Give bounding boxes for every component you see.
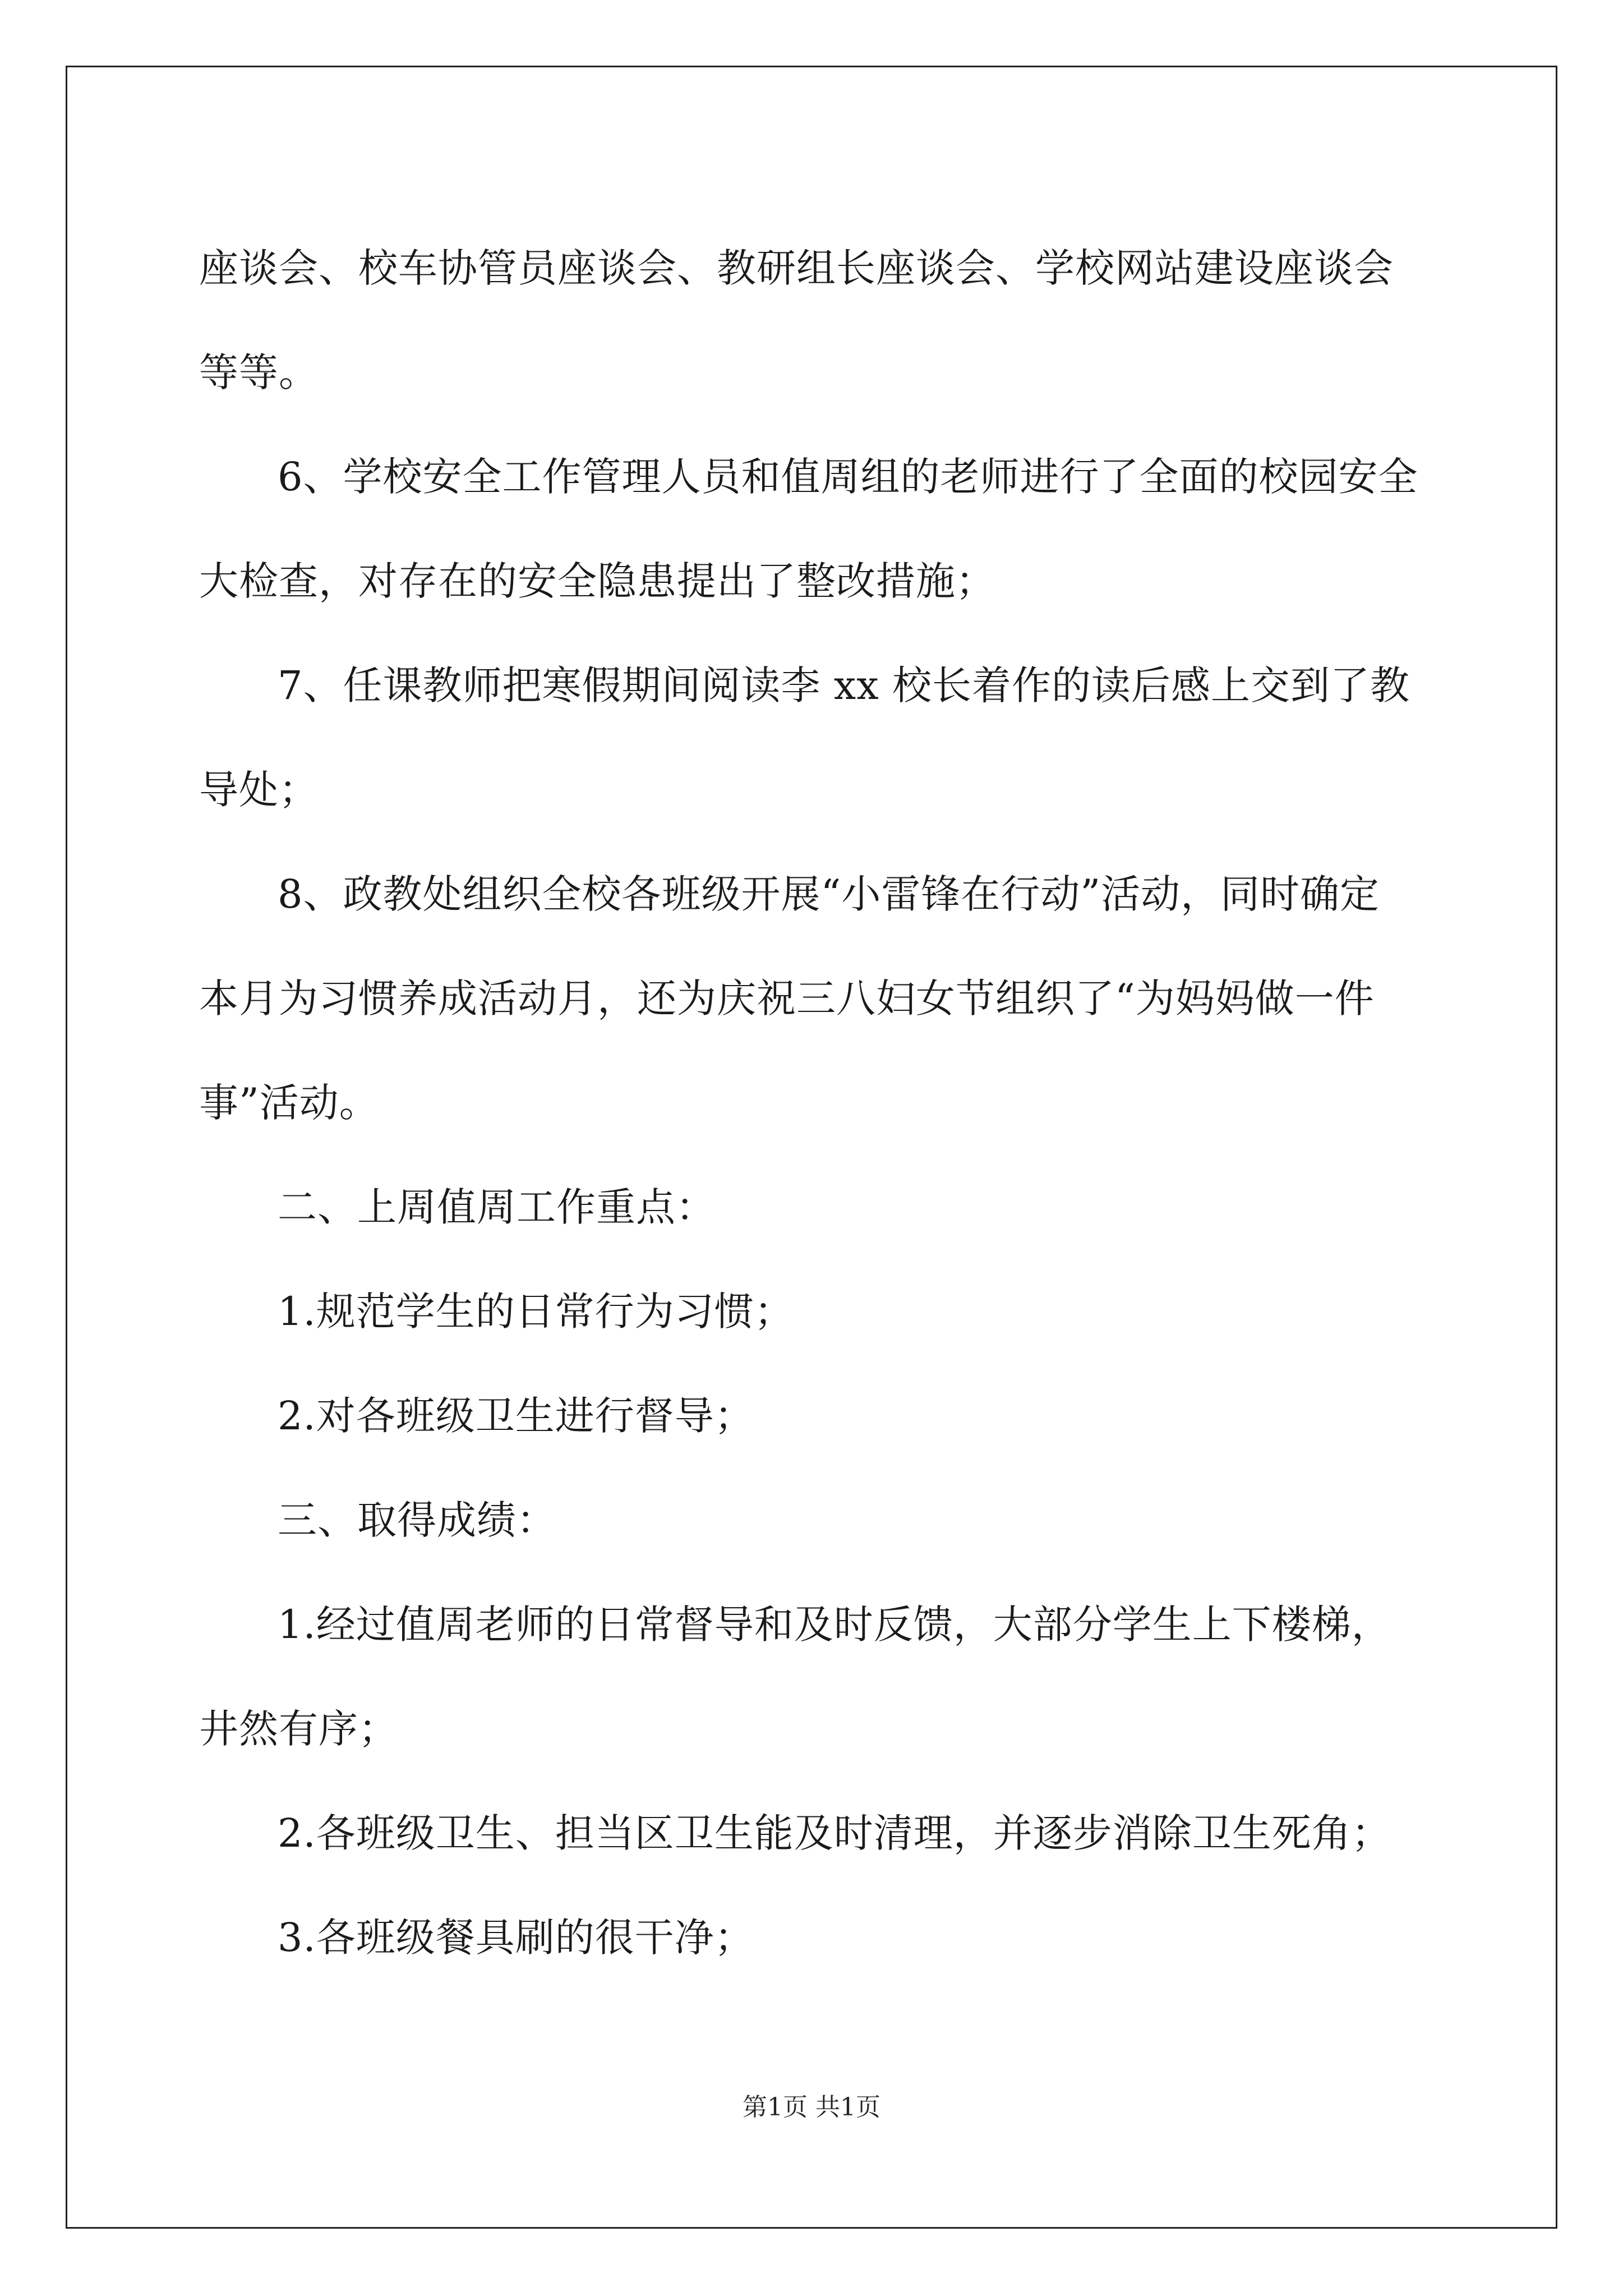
paragraph	[199, 633, 1424, 842]
page-footer: 第1页 共1页	[743, 2093, 880, 2122]
section-heading	[199, 1468, 1424, 1572]
paragraph	[199, 842, 1424, 1155]
text-line: 事”活动。	[199, 1080, 379, 1126]
text-line: 6、学校安全工作管理人员和值周组的老师进行了全面的校园安全	[278, 454, 1418, 500]
text-line: 等等。	[199, 349, 319, 395]
list-item	[199, 1885, 1424, 1990]
document-body	[199, 216, 1424, 1990]
text-line: 8、政教处组织全校各班级开展“小雷锋在行动”活动，同时确定	[278, 871, 1380, 917]
text-line: 1.规范学生的日常行为习惯；	[278, 1289, 794, 1335]
text-line: 本月为习惯养成活动月，还为庆祝三八妇女节组织了“为妈妈做一件	[199, 976, 1375, 1022]
text-line: 2.各班级卫生、担当区卫生能及时清理，并逐步消除卫生死角；	[278, 1810, 1391, 1856]
text-line: 三、取得成绩：	[278, 1497, 556, 1543]
text-line: 导处；	[199, 767, 319, 813]
text-line: 大检查，对存在的安全隐患提出了整改措施；	[199, 558, 995, 604]
list-item	[199, 1781, 1424, 1885]
text-line: 2.对各班级卫生进行督导；	[278, 1393, 754, 1439]
paragraph	[199, 216, 1424, 425]
text-line: 7、任课教师把寒假期间阅读李 xx 校长着作的读后感上交到了教	[278, 662, 1410, 708]
section-heading	[199, 1155, 1424, 1259]
paragraph	[199, 425, 1424, 633]
text-line: 座谈会、校车协管员座谈会、教研组长座谈会、学校网站建设座谈会	[199, 245, 1394, 291]
text-line: 1.经过值周老师的日常督导和及时反馈，大部分学生上下楼梯，	[278, 1602, 1391, 1648]
list-item	[199, 1572, 1424, 1781]
list-item	[199, 1259, 1424, 1364]
list-item	[199, 1364, 1424, 1468]
text-line: 3.各班级餐具刷的很干净；	[278, 1915, 754, 1961]
text-line: 井然有序；	[199, 1706, 398, 1752]
text-line: 二、上周值周工作重点：	[278, 1184, 716, 1230]
